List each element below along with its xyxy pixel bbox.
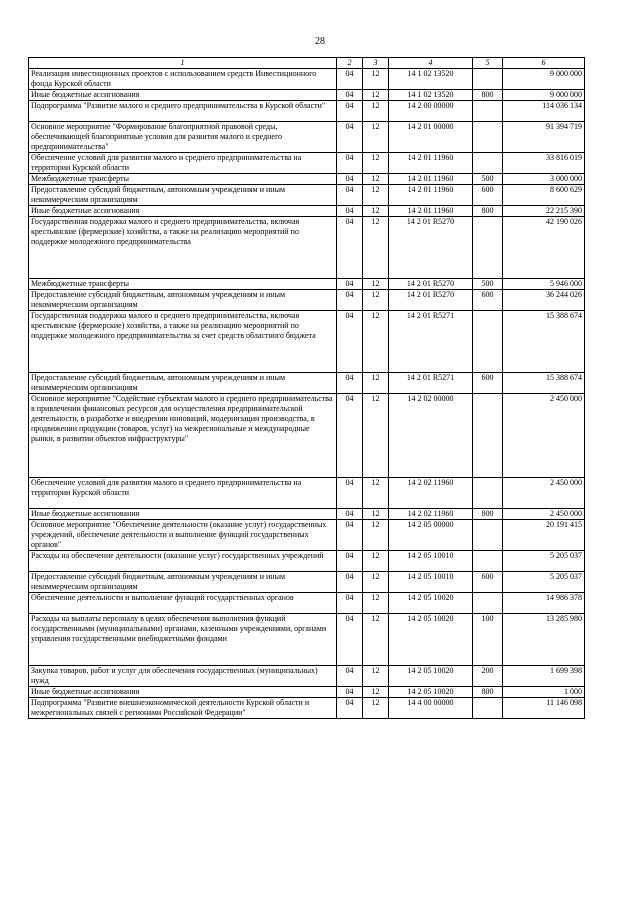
row-name: Основное мероприятие "Содействие субъектам малого и среднего предпринимательства в привлечении финансовых ресурсов для осуществления предпринимательской деятельности, в разработке и внедрении инноваций, модернизации производства, в продвижении продукции (товаров, услуг) на межрегиональные и международные рынки, в развитии объектов инфраструктуры" [29,394,337,478]
row-section: 04 [337,174,363,185]
row-amount: 13 285 980 [503,614,585,666]
row-subsection: 12 [363,185,389,206]
row-subsection: 12 [363,687,389,698]
row-expense-type: 600 [473,185,503,206]
column-header: 2 [337,58,363,69]
row-subsection: 12 [363,520,389,551]
row-section: 04 [337,572,363,593]
column-header: 3 [363,58,389,69]
row-expense-type [473,520,503,551]
table-row [29,551,585,572]
budget-table [28,57,585,719]
row-amount: 8 600 629 [503,185,585,206]
row-expense-type [473,478,503,509]
row-section: 04 [337,206,363,217]
row-target-article: 14 2 05 10020 [389,687,473,698]
row-name: Иные бюджетные ассигнования [29,206,337,217]
table-row [29,478,585,509]
row-subsection: 12 [363,311,389,373]
row-target-article: 14 2 02 11960 [389,509,473,520]
row-subsection: 12 [363,174,389,185]
row-expense-type: 600 [473,572,503,593]
column-header: 5 [473,58,503,69]
row-name: Обеспечение деятельности и выполнение функций государственных органов [29,593,337,614]
row-subsection: 12 [363,551,389,572]
row-name: Иные бюджетные ассигнования [29,509,337,520]
row-expense-type [473,698,503,719]
row-subsection: 12 [363,206,389,217]
row-section: 04 [337,593,363,614]
row-name: Предоставление субсидий бюджетным, автономным учреждениям и иным некоммерческим организациям [29,185,337,206]
row-expense-type: 500 [473,279,503,290]
table-row [29,394,585,478]
row-amount: 15 388 674 [503,311,585,373]
row-name: Подпрограмма "Развитие малого и среднего предпринимательства в Курской области" [29,101,337,122]
row-subsection: 12 [363,279,389,290]
row-expense-type [473,217,503,279]
page-number: 28 [315,36,325,47]
row-name: Закупка товаров, работ и услуг для обеспечения государственных (муниципальных) нужд [29,666,337,687]
row-amount: 11 146 098 [503,698,585,719]
row-section: 04 [337,185,363,206]
row-amount: 15 388 674 [503,373,585,394]
table-row [29,509,585,520]
table-row [29,572,585,593]
row-subsection: 12 [363,153,389,174]
row-section: 04 [337,520,363,551]
row-amount: 5 205 037 [503,572,585,593]
row-expense-type: 200 [473,666,503,687]
table-row [29,698,585,719]
row-name: Расходы на выплаты персоналу в целях обеспечения выполнения функций государственными (муниципальными) органами, казенными учреждениями, органами управления государственными внебюджетными фондами [29,614,337,666]
row-target-article: 14 2 01 R5271 [389,311,473,373]
column-header: 6 [503,58,585,69]
row-amount: 1 699 398 [503,666,585,687]
row-subsection: 12 [363,698,389,719]
row-section: 04 [337,614,363,666]
row-amount: 1 000 [503,687,585,698]
row-target-article: 14 2 01 R5270 [389,290,473,311]
table-row [29,593,585,614]
row-name: Предоставление субсидий бюджетным, автономным учреждениям и иным некоммерческим организациям [29,290,337,311]
row-section: 04 [337,90,363,101]
row-expense-type: 500 [473,174,503,185]
row-amount: 22 215 390 [503,206,585,217]
row-target-article: 14 2 05 10010 [389,572,473,593]
table-row [29,687,585,698]
row-section: 04 [337,509,363,520]
row-expense-type: 600 [473,290,503,311]
row-expense-type [473,551,503,572]
row-amount: 5 205 037 [503,551,585,572]
column-header: 4 [389,58,473,69]
row-amount: 114 036 134 [503,101,585,122]
row-target-article: 14 2 01 00000 [389,122,473,153]
row-expense-type: 100 [473,614,503,666]
row-subsection: 12 [363,290,389,311]
row-name: Основное мероприятие "Формирование благоприятной правовой среды, обеспечивающей благоприятные условия для развития малого и среднего предпринимательства" [29,122,337,153]
table-row [29,90,585,101]
row-section: 04 [337,311,363,373]
table-row [29,614,585,666]
table-row [29,666,585,687]
row-expense-type [473,311,503,373]
row-target-article: 14 2 01 11960 [389,153,473,174]
row-subsection: 12 [363,69,389,90]
row-expense-type: 800 [473,206,503,217]
row-expense-type [473,122,503,153]
row-name: Основное мероприятие "Обеспечение деятельности (оказание услуг) государственных учреждений, обеспечение деятельности и выполнение функций государственных органов" [29,520,337,551]
row-section: 04 [337,394,363,478]
row-amount: 9 000 000 [503,90,585,101]
row-subsection: 12 [363,373,389,394]
row-amount: 91 394 719 [503,122,585,153]
row-target-article: 14 2 05 00000 [389,520,473,551]
row-target-article: 14 2 05 10020 [389,666,473,687]
table-row [29,153,585,174]
row-amount: 2 450 000 [503,478,585,509]
row-expense-type [473,394,503,478]
row-subsection: 12 [363,509,389,520]
table-row [29,174,585,185]
row-subsection: 12 [363,90,389,101]
row-amount: 14 986 378 [503,593,585,614]
row-target-article: 14 1 02 13520 [389,90,473,101]
row-name: Обеспечение условий для развития малого и среднего предпринимательства на территории Курской области [29,153,337,174]
row-target-article: 14 2 00 00000 [389,101,473,122]
row-amount: 20 191 415 [503,520,585,551]
table-row [29,373,585,394]
row-target-article: 14 4 00 00000 [389,698,473,719]
row-target-article: 14 2 01 R5270 [389,217,473,279]
row-section: 04 [337,122,363,153]
row-target-article: 14 2 02 00000 [389,394,473,478]
row-subsection: 12 [363,394,389,478]
row-expense-type: 600 [473,373,503,394]
row-amount: 5 946 000 [503,279,585,290]
table-row [29,217,585,279]
row-subsection: 12 [363,122,389,153]
row-target-article: 14 2 02 11960 [389,478,473,509]
row-expense-type: 800 [473,509,503,520]
row-section: 04 [337,290,363,311]
row-name: Реализация инвестиционных проектов с использованием средств Инвестиционного фонда Курской области [29,69,337,90]
row-subsection: 12 [363,478,389,509]
row-amount: 9 000 000 [503,69,585,90]
row-expense-type: 800 [473,687,503,698]
row-target-article: 14 1 02 13520 [389,69,473,90]
row-expense-type: 800 [473,90,503,101]
row-section: 04 [337,69,363,90]
row-expense-type [473,153,503,174]
row-amount: 3 000 000 [503,174,585,185]
column-header: 1 [29,58,337,69]
row-name: Предоставление субсидий бюджетным, автономным учреждениям и иным некоммерческим организациям [29,572,337,593]
header-row [29,58,585,69]
row-name: Обеспечение условий для развития малого и среднего предпринимательства на территории Курской области [29,478,337,509]
table-row [29,311,585,373]
row-section: 04 [337,279,363,290]
table-row [29,290,585,311]
row-subsection: 12 [363,614,389,666]
table-row [29,206,585,217]
row-section: 04 [337,153,363,174]
row-subsection: 12 [363,101,389,122]
row-target-article: 14 2 05 10010 [389,551,473,572]
row-name: Государственная поддержка малого и среднего предпринимательства, включая крестьянские (фермерские) хозяйства, а также на реализацию мероприятий по поддержке молодежного предпринимательства за счет средств областного бюджета [29,311,337,373]
row-section: 04 [337,478,363,509]
row-target-article: 14 2 01 11960 [389,174,473,185]
row-expense-type [473,69,503,90]
row-amount: 42 190 026 [503,217,585,279]
row-name: Иные бюджетные ассигнования [29,687,337,698]
row-name: Расходы на обеспечение деятельности (оказание услуг) государственных учреждений [29,551,337,572]
table-row [29,185,585,206]
row-target-article: 14 2 01 11960 [389,206,473,217]
row-section: 04 [337,373,363,394]
row-name: Иные бюджетные ассигнования [29,90,337,101]
row-section: 04 [337,698,363,719]
table-row [29,69,585,90]
row-amount: 36 244 026 [503,290,585,311]
row-target-article: 14 2 05 10020 [389,614,473,666]
table-row [29,122,585,153]
row-section: 04 [337,551,363,572]
row-amount: 33 816 019 [503,153,585,174]
row-expense-type [473,101,503,122]
row-section: 04 [337,687,363,698]
row-target-article: 14 2 01 11960 [389,185,473,206]
row-section: 04 [337,101,363,122]
row-target-article: 14 2 01 R5271 [389,373,473,394]
table-row [29,279,585,290]
row-subsection: 12 [363,593,389,614]
row-subsection: 12 [363,217,389,279]
row-section: 04 [337,217,363,279]
row-section: 04 [337,666,363,687]
row-subsection: 12 [363,666,389,687]
row-expense-type [473,593,503,614]
row-target-article: 14 2 05 10020 [389,593,473,614]
row-amount: 2 450 000 [503,509,585,520]
row-name: Межбюджетные трансферты [29,279,337,290]
row-target-article: 14 2 01 R5270 [389,279,473,290]
row-amount: 2 450 000 [503,394,585,478]
table-row [29,520,585,551]
row-name: Предоставление субсидий бюджетным, автономным учреждениям и иным некоммерческим организациям [29,373,337,394]
row-subsection: 12 [363,572,389,593]
row-name: Подпрограмма "Развитие внешнеэкономической деятельности Курской области и межрегиональных связей с регионами Российской Федерации" [29,698,337,719]
row-name: Межбюджетные трансферты [29,174,337,185]
table-row [29,101,585,122]
row-name: Государственная поддержка малого и среднего предпринимательства, включая крестьянские (фермерские) хозяйства, а также на реализацию мероприятий по поддержке молодежного предпринимательства [29,217,337,279]
